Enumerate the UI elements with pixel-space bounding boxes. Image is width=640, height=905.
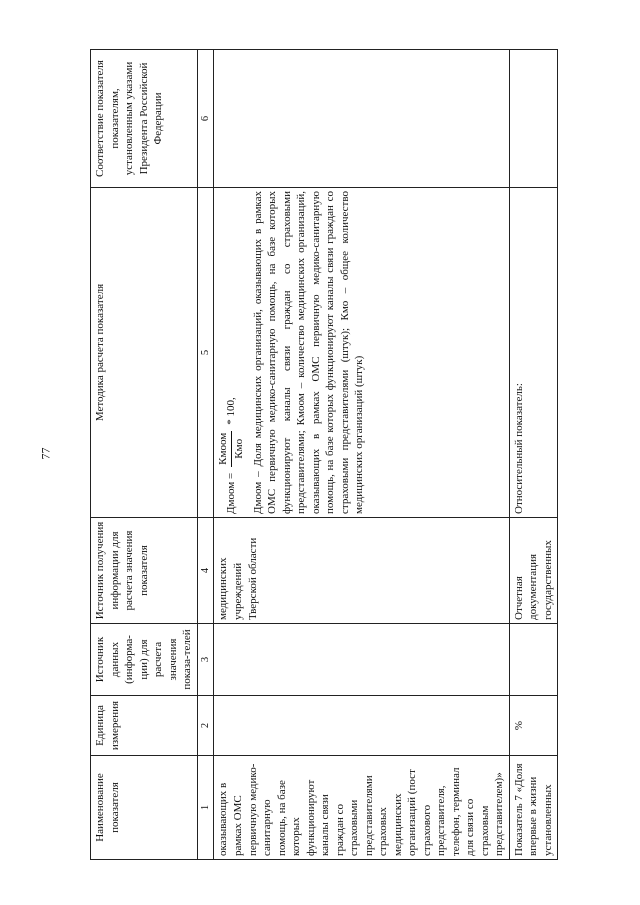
row1-unit [214,696,509,756]
formula-denominator: Кмо [232,438,245,459]
formula-fraction [216,431,246,467]
header-compliance: Соответствие показателя показателям, установленным указами Президента Российской Федерации [91,50,198,188]
header-method: Методика расчета показателя [91,188,198,518]
col-num-5: 5 [197,188,214,518]
col-num-2: 2 [197,696,214,756]
col-num-6: 6 [197,50,214,188]
row1-source-info: медицинских учреждений Тверской области [214,518,509,624]
header-source-info: Источник получения информации для расчета значения показателя [91,518,198,624]
table-container [90,50,640,860]
col-num-4: 4 [197,518,214,624]
formula-lhs: Дмоом = [225,472,238,514]
row2-unit: % [509,696,558,756]
row1-compliance [214,50,509,188]
table-row [509,50,558,860]
row2-compliance [509,50,558,188]
row2-source-info: Отчетная документация государственных [509,518,558,624]
rotated-table [90,50,640,860]
formula-rhs: * 100, [225,397,238,425]
formula-numerator: Кмоом [216,431,232,467]
column-number-row [197,50,214,860]
row2-name: Показатель 7 «Доля впервые в жизни установленных [509,756,558,860]
method-description: Дмоом – Доля медицинских организаций, оказывающих в рамках ОМС первичную медико-санитарную помощь, на базе которых функционируют каналы связи граждан со страховыми представителями; Кмоом – количество медицинских организаций, оказывающих в рамках ОМС первичную медико-санитарную помощь, на базе которых функционируют каналы связи граждан со страховыми представителями (штук); Кмо – общее количество медицинских организаций (штук) [251,191,366,514]
row2-method: Относительный показатель: [509,188,558,518]
header-row [91,50,198,860]
col-num-1: 1 [197,756,214,860]
row1-name: оказывающих в рамках ОМС первичную медико-санитарную помощь, на базе которых функционируют каналы связи граждан со страховыми представителями страховых медицинских организаций (пост страхового представителя, телефон, терминал для связи со страховым представителем)» [214,756,509,860]
row1-method [214,188,509,518]
table-row [214,50,509,860]
formula [216,191,246,514]
row2-source-data [509,624,558,696]
indicator-table [90,49,558,860]
row1-source-data [214,624,509,696]
header-source-data: Источник данных (информа-ции) для расчета значения показа-телей [91,624,198,696]
page-number: 77 [38,447,53,460]
header-unit: Единица измерения [91,696,198,756]
col-num-3: 3 [197,624,214,696]
header-name: Наименование показателя [91,756,198,860]
